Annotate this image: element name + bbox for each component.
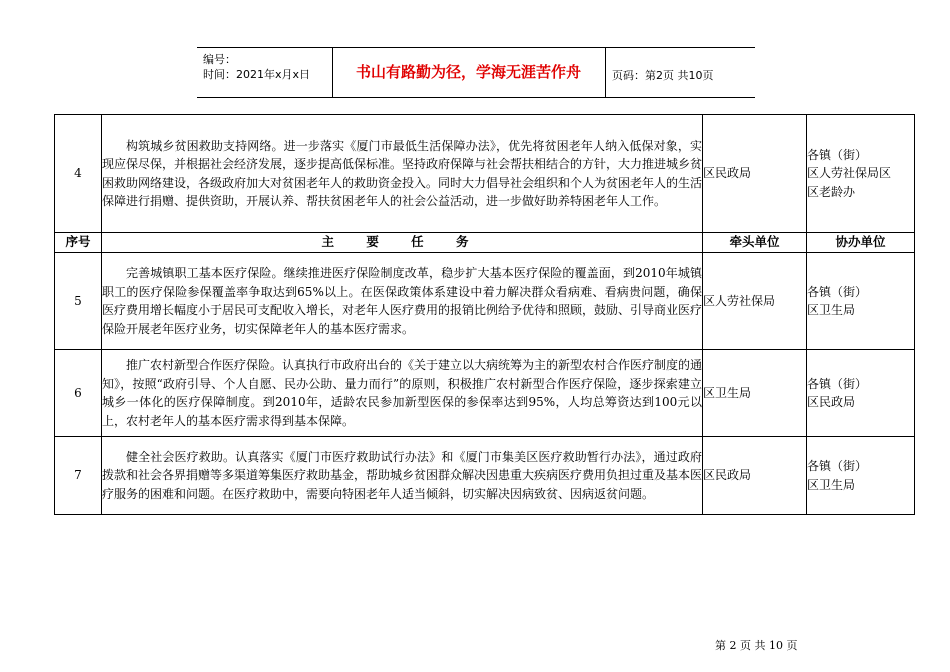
header-no: 序号 bbox=[55, 233, 102, 253]
page-footer: 第 2 页 共 10 页 bbox=[715, 639, 798, 652]
document-time-label: 时间：2021年x月x日 bbox=[203, 68, 311, 81]
row-number: 5 bbox=[55, 253, 102, 350]
header-lead: 牵头单位 bbox=[703, 233, 807, 253]
header-page-cell bbox=[605, 48, 756, 97]
co-units: 各镇（街） 区民政局 bbox=[807, 350, 915, 437]
header-co: 协办单位 bbox=[807, 233, 915, 253]
lead-unit: 区卫生局 bbox=[703, 350, 807, 437]
lead-unit: 区民政局 bbox=[703, 115, 807, 233]
co-units: 各镇（街） 区卫生局 bbox=[807, 253, 915, 350]
page-header bbox=[197, 47, 755, 98]
header-motto: 书山有路勤为径，学海无涯苦作舟 bbox=[355, 63, 581, 81]
task-table bbox=[54, 114, 915, 515]
table-row bbox=[55, 115, 915, 233]
lead-unit: 区人劳社保局 bbox=[703, 253, 807, 350]
task-description: 构筑城乡贫困救助支持网络。进一步落实《厦门市最低生活保障办法》，优先将贫困老年人纳入低保对象，实现应保尽保，并根据社会经济发展，逐步提高低保标准。坚持政府保障与社会帮扶相结合的方针，大力推进城乡贫困救助网络建设，各级政府加大对贫困老年人的救助资金投入。同时大力倡导社会组织和个人为贫困老年人的生活保障进行捐赠、提供资助，开展认养、帮扶贫困老年人的社会公益活动，进一步做好助养特困老年人工作。 bbox=[102, 115, 703, 233]
row-number: 7 bbox=[55, 437, 102, 515]
table-header-row bbox=[55, 233, 915, 253]
task-description: 完善城镇职工基本医疗保险。继续推进医疗保险制度改革，稳步扩大基本医疗保险的覆盖面，到2010年城镇职工的医疗保险参保覆盖率争取达到65%以上。在医保政策体系建设中着力解决群众看病难、看病贵问题，确保医疗费用增长幅度小于居民可支配收入增长，对老年人医疗费用的报销比例给予优待和照顾，鼓励、引导商业医疗保险开展老年医疗业务，切实保障老年人的基本医疗需求。 bbox=[102, 253, 703, 350]
row-number: 4 bbox=[55, 115, 102, 233]
table-row bbox=[55, 350, 915, 437]
co-units: 各镇（街） 区卫生局 bbox=[807, 437, 915, 515]
document-number-label: 编号： bbox=[203, 53, 236, 66]
header-meta-cell bbox=[197, 48, 333, 97]
header-task: 主 要 任 务 bbox=[102, 233, 703, 253]
task-description: 推广农村新型合作医疗保险。认真执行市政府出台的《关于建立以大病统筹为主的新型农村合作医疗制度的通知》，按照“政府引导、个人自愿、民办公助、量力而行”的原则，积极推广农村新型合作医疗保险，逐步探索建立城乡一体化的医疗保障制度。到2010年，适龄农民参加新型医保的参保率达到95%，人均总筹资达到100元以上，农村老年人的基本医疗需求得到基本保障。 bbox=[102, 350, 703, 437]
lead-unit: 区民政局 bbox=[703, 437, 807, 515]
task-description: 健全社会医疗救助。认真落实《厦门市医疗救助试行办法》和《厦门市集美区医疗救助暂行办法》，通过政府拨款和社会各界捐赠等多渠道筹集医疗救助基金，帮助城乡贫困群众解决因患重大疾病医疗费用负担过重及基本医疗服务的困难和问题。在医疗救助中，需要向特困老年人适当倾斜，切实解决因病致贫、因病返贫问题。 bbox=[102, 437, 703, 515]
table-row bbox=[55, 253, 915, 350]
header-page-label: 页码：第2页 共10页 bbox=[612, 69, 714, 82]
row-number: 6 bbox=[55, 350, 102, 437]
table-row bbox=[55, 437, 915, 515]
co-units: 各镇（街） 区人劳社保局区 区老龄办 bbox=[807, 115, 915, 233]
